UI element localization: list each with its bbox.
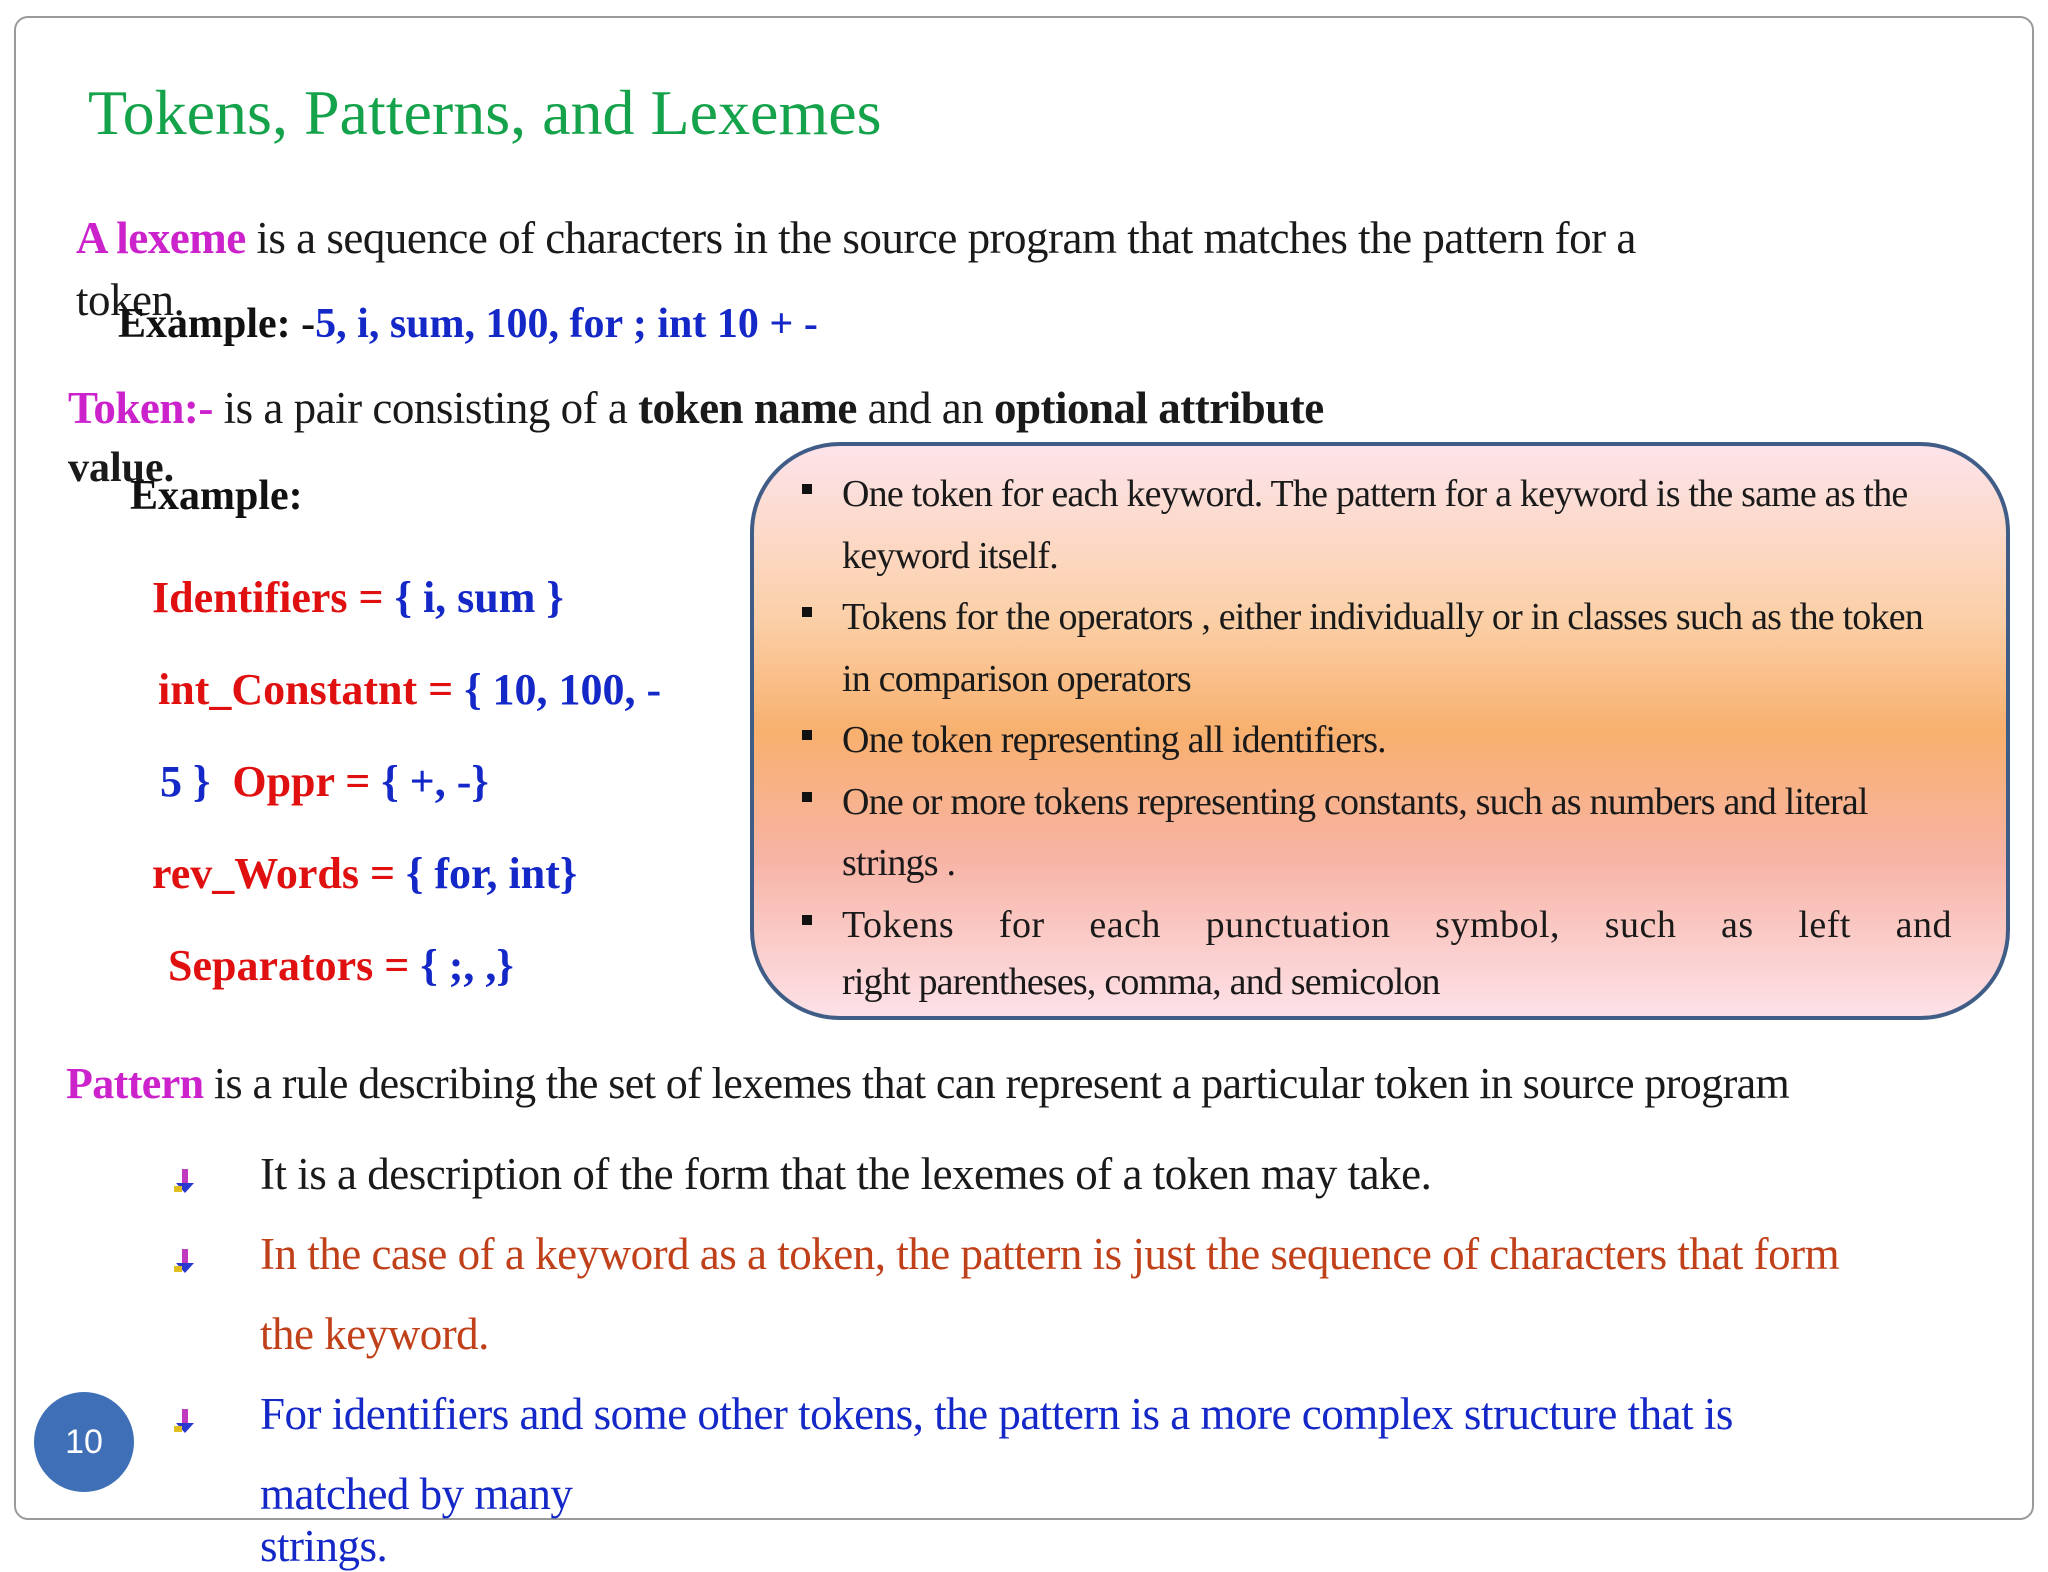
token-example-label: Example: <box>130 473 303 519</box>
callout-item-text: right parentheses, comma, and semicolon <box>842 961 1440 1003</box>
lexeme-example-label: Example: - <box>118 301 316 347</box>
rev-words-line <box>152 848 577 899</box>
pattern-definition-text: is a rule describing the set of lexemes that can represent a particular token in source program <box>203 1059 1790 1108</box>
square-bullet-icon <box>802 484 812 494</box>
square-bullet-icon <box>802 915 812 925</box>
lexeme-definition-cont: token. <box>76 275 185 325</box>
lexeme-example-values: 5, i, sum, 100, for ; int 10 + - <box>315 301 818 347</box>
lexeme-definition-text: is a sequence of characters in the source program that matches the pattern for a <box>245 213 1636 263</box>
optional-attribute-term: optional attribute <box>994 383 1324 433</box>
pattern-definition <box>66 1058 1789 1109</box>
callout-item <box>802 895 1952 957</box>
rev-words-values: { for, int} <box>406 849 578 898</box>
bullet-arrow-icon <box>170 1246 200 1276</box>
callout-item <box>802 710 1952 772</box>
bullet-arrow-icon <box>170 1406 200 1436</box>
lexeme-definition <box>76 212 1636 264</box>
callout-item-text: One token representing all identifiers. <box>842 719 1386 761</box>
lexeme-term: A lexeme <box>76 213 246 263</box>
int-constant-values-cont: 5 } <box>160 757 211 806</box>
pattern-bullet-3-cont-2: strings. <box>260 1521 388 1571</box>
pattern-bullet-2: In the case of a keyword as a token, the pattern is just the sequence of characters that form <box>260 1229 1840 1279</box>
identifiers-label: Identifiers = <box>152 573 395 622</box>
identifiers-values: { i, sum } <box>394 573 564 622</box>
callout-item <box>802 587 1952 710</box>
callout-item-text: Tokens for the operators , either individually or in classes such as the token in comparison operators <box>842 596 1923 700</box>
pattern-bullet-3-cont: matched by many <box>260 1469 573 1519</box>
separators-label: Separators = <box>168 941 421 990</box>
square-bullet-icon <box>802 730 812 740</box>
token-def-text-2: and an <box>856 383 995 433</box>
square-bullet-icon <box>802 792 812 802</box>
int-constant-values: { 10, 100, - <box>464 665 662 714</box>
page-number-badge: 10 <box>34 1392 134 1492</box>
callout-item <box>802 464 1952 587</box>
pattern-term: Pattern <box>66 1059 204 1108</box>
callout-item <box>802 772 1952 895</box>
slide <box>14 16 2034 1571</box>
oppr-label: Oppr = <box>232 757 382 806</box>
int-constant-line <box>158 664 661 715</box>
callout-item-text: One or more tokens representing constants, such as numbers and literal strings . <box>842 780 1868 884</box>
square-bullet-icon <box>802 607 812 617</box>
token-definition <box>68 382 1324 434</box>
slide-title: Tokens, Patterns, and Lexemes <box>88 77 882 148</box>
pattern-bullet-3: For identifiers and some other tokens, the pattern is a more complex structure that is <box>260 1389 1733 1439</box>
oppr-line <box>160 756 489 807</box>
int-constant-label: int_Constatnt = <box>158 665 465 714</box>
separators-values: { ;, ,} <box>420 941 514 990</box>
token-term: Token:- <box>68 383 213 433</box>
separators-line <box>168 940 514 991</box>
rev-words-label: rev_Words = <box>152 849 407 898</box>
pattern-bullet-1: It is a description of the form that the lexemes of a token may take. <box>260 1149 1432 1199</box>
callout-list <box>802 464 1952 1014</box>
pattern-bullet-2-cont: the keyword. <box>260 1309 489 1359</box>
oppr-values: { +, -} <box>381 757 489 806</box>
identifiers-line <box>152 572 564 623</box>
bullet-arrow-icon <box>170 1166 200 1196</box>
token-def-value: value. <box>68 445 175 491</box>
callout-item-cont <box>802 952 1952 1014</box>
callout-item-text: Tokens for each punctuation symbol, such as left and <box>842 903 1952 946</box>
callout-item-text: One token for each keyword. The pattern for a keyword is the same as the keyword itself. <box>842 473 1908 577</box>
lexeme-example <box>118 300 818 348</box>
token-def-text: is a pair consisting of a <box>212 383 639 433</box>
token-kinds-callout <box>750 442 2010 1020</box>
token-name-term: token name <box>638 383 857 433</box>
